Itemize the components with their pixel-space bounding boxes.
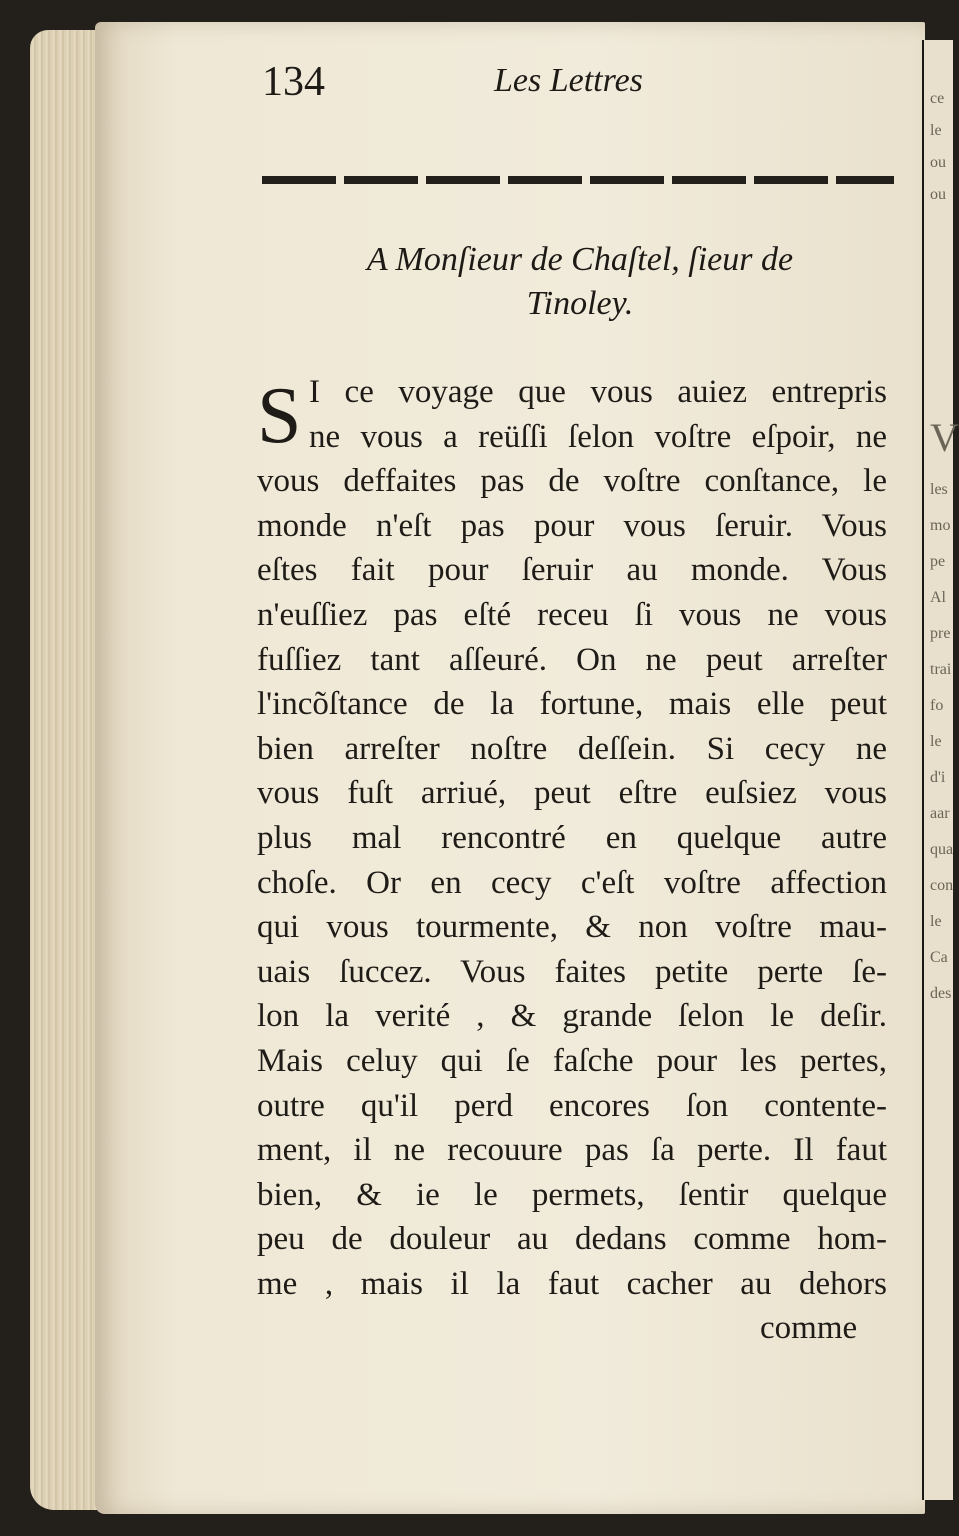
text-line: bien arreſter noſtre deſſein. Si cecy ne: [257, 730, 887, 767]
fragment: V: [930, 415, 959, 460]
text-line: bien, & ie le permets, ſentir quelque: [257, 1176, 887, 1213]
fragment: trai: [930, 661, 952, 678]
text-line: vous fuſt arriué, peut eſtre euſsiez vous: [257, 775, 887, 812]
header-rule: [262, 176, 894, 184]
fragment: le: [930, 733, 942, 750]
fragment: ce: [930, 90, 945, 107]
fragment: ou: [930, 186, 946, 203]
text-line: plus mal rencontré en quelque autre: [257, 819, 887, 856]
catchword: comme: [760, 1310, 858, 1346]
fragment: le: [930, 122, 942, 139]
fragment: aar: [930, 805, 950, 822]
running-head: Les Lettres: [494, 62, 643, 99]
text-line: l'incõſtance de la fortune, mais elle peut: [257, 686, 887, 723]
fragment: fo: [930, 697, 944, 714]
text-line: uais ſuccez. Vous faites petite perte ſe-: [257, 953, 887, 990]
text-line: monde n'eſt pas pour vous ſeruir. Vous: [257, 507, 887, 544]
fragment: Al: [930, 589, 946, 606]
text-line: eſtes fait pour ſeruir au monde. Vous: [257, 552, 887, 589]
text-line: Mais celuy qui ſe faſche pour les pertes,: [257, 1042, 887, 1079]
page-number: 134: [262, 59, 325, 105]
fragment: ou: [930, 154, 946, 171]
text-line: fuſſiez tant aſſeuré. On ne peut arreſter: [257, 641, 887, 678]
fragment: les: [930, 481, 948, 498]
text-line: choſe. Or en cecy c'eſt voſtre affection: [257, 864, 887, 901]
fragment: pre: [930, 625, 951, 642]
title-line-1: A Monſieur de Chaſtel, ſieur de: [366, 241, 794, 278]
text-line: vous deffaites pas de voſtre conſtance, le: [257, 463, 887, 500]
text-line: peu de douleur au dedans comme hom-: [257, 1221, 887, 1258]
fragment: Ca: [930, 949, 948, 966]
page-header: [262, 58, 662, 108]
fragment: con: [930, 877, 954, 894]
text-line: ne vous a reüſſi ſelon voſtre eſpoir, ne: [309, 418, 887, 455]
text-line: qui vous tourmente, & non voſtre mau-: [257, 909, 887, 946]
adjacent-page-strip: [922, 40, 959, 1500]
text-line: outre qu'il perd encores ſon contente-: [257, 1087, 887, 1124]
text-line: I ce voyage que vous auiez entrepris: [309, 374, 887, 410]
fragment: des: [930, 985, 952, 1002]
drop-cap: S: [257, 372, 302, 460]
title-line-2: Tinoley.: [526, 285, 634, 322]
fragment: d'i: [930, 769, 946, 786]
fragment: pe: [930, 553, 946, 570]
letter-body: [257, 370, 887, 1306]
text-line: lon la verité , & grande ſelon le deſir.: [257, 998, 887, 1035]
letter-title: [300, 238, 860, 326]
text-line: n'euſſiez pas eſté receu ſi vous ne vous: [257, 596, 887, 633]
fragment: mo: [930, 517, 951, 534]
fragment: le: [930, 913, 942, 930]
text-line: me , mais il la faut cacher au dehors: [257, 1265, 887, 1302]
fragment: qua: [930, 841, 954, 858]
text-line: ment, il ne recouure pas ſa perte. Il faut: [257, 1132, 887, 1169]
